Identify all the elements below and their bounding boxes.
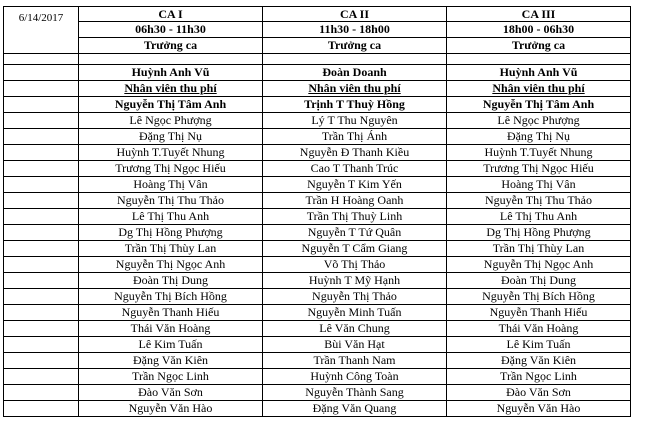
table-row — [4, 401, 631, 417]
shift-1-lead-label: Trưởng ca — [79, 38, 263, 54]
staff-name-cell: Đoàn Thị Dung — [79, 273, 263, 289]
date-column-cell — [4, 65, 79, 81]
staff-name-cell: Nguyễn T Cẩm Giang — [263, 241, 447, 257]
staff-name-cell: Lý T Thu Nguyên — [263, 113, 447, 129]
staff-name-cell: Nguyễn Đ Thanh Kiều — [263, 145, 447, 161]
date-column-cell — [4, 225, 79, 241]
staff-name-cell: Trần Thị Thùy Lan — [79, 241, 263, 257]
staff-name-cell: Nguyễn Thanh Hiếu — [79, 305, 263, 321]
shift-schedule-table — [3, 6, 631, 417]
staff-name-cell: Lê Kim Tuấn — [447, 337, 631, 353]
table-row — [4, 257, 631, 273]
date-column-cell — [4, 97, 79, 113]
staff-name-cell: Huỳnh T.Tuyết Nhung — [447, 145, 631, 161]
staff-name-cell: Bùi Văn Hạt — [263, 337, 447, 353]
staff-name-cell: Đặng Thị Nụ — [79, 129, 263, 145]
staff-name-cell: Đặng Văn Kiên — [447, 353, 631, 369]
date-column-cell — [4, 209, 79, 225]
date-column-cell — [4, 193, 79, 209]
shift-3-name: CA III — [447, 7, 631, 22]
table-row — [4, 289, 631, 305]
staff-name-cell: Trần Ngọc Linh — [447, 369, 631, 385]
staff-name-cell: Lê Ngọc Phượng — [79, 113, 263, 129]
staff-name-cell: Huỳnh Công Toàn — [263, 369, 447, 385]
staff-name-cell: Nguyễn Thị Ngọc Anh — [447, 257, 631, 273]
shift-1-time: 06h30 - 11h30 — [79, 22, 263, 38]
date-column-cell — [4, 161, 79, 177]
date-column-cell — [4, 81, 79, 97]
staff-name-cell: Lê Thị Thu Anh — [79, 209, 263, 225]
shift-3-staff-label: Nhân viên thu phí — [447, 81, 631, 97]
staff-name-cell: Nguyễn Thị Tâm Anh — [79, 97, 263, 113]
table-row — [4, 97, 631, 113]
table-row — [4, 225, 631, 241]
staff-name-cell: Lê Ngọc Phượng — [447, 113, 631, 129]
staff-name-cell: Nguyễn Thị Tâm Anh — [447, 97, 631, 113]
staff-name-cell: Trịnh T Thuỳ Hồng — [263, 97, 447, 113]
shift-3-lead-name: Huỳnh Anh Vũ — [447, 65, 631, 81]
date-column-cell — [4, 385, 79, 401]
table-row — [4, 113, 631, 129]
staff-name-cell: Trương Thị Ngọc Hiếu — [79, 161, 263, 177]
table-row — [4, 305, 631, 321]
staff-name-cell: Đặng Văn Kiên — [79, 353, 263, 369]
staff-name-cell: Đoàn Thị Dung — [447, 273, 631, 289]
blank-cell — [263, 54, 447, 65]
shift-3-time: 18h00 - 06h30 — [447, 22, 631, 38]
shift-2-name: CA II — [263, 7, 447, 22]
date-column-cell — [4, 54, 79, 65]
date-column-cell — [4, 337, 79, 353]
table-row — [4, 337, 631, 353]
staff-name-cell: Lê Kim Tuấn — [79, 337, 263, 353]
staff-name-cell: Trần Thị Thuỳ Linh — [263, 209, 447, 225]
table-row — [4, 353, 631, 369]
date-column-cell — [4, 129, 79, 145]
staff-name-cell: Đào Văn Sơn — [79, 385, 263, 401]
blank-cell — [447, 54, 631, 65]
staff-name-cell: Trần H Hoàng Oanh — [263, 193, 447, 209]
staff-name-cell: Hoàng Thị Vân — [79, 177, 263, 193]
staff-name-cell: Nguyễn Thị Thu Thảo — [79, 193, 263, 209]
shift-2-lead-label: Trưởng ca — [263, 38, 447, 54]
table-row — [4, 385, 631, 401]
date-column-cell — [4, 257, 79, 273]
staff-name-cell: Nguyễn Thị Thảo — [263, 289, 447, 305]
staff-name-cell: Hoàng Thị Vân — [447, 177, 631, 193]
date-column-cell — [4, 289, 79, 305]
table-row — [4, 209, 631, 225]
staff-name-cell: Nguyễn Thành Sang — [263, 385, 447, 401]
shift-1-name: CA I — [79, 7, 263, 22]
staff-name-cell: Trần Thanh Nam — [263, 353, 447, 369]
staff-name-cell: Thái Văn Hoàng — [447, 321, 631, 337]
staff-name-cell: Huỳnh T Mỹ Hạnh — [263, 273, 447, 289]
date-cell: 6/14/2017 — [4, 7, 79, 54]
staff-name-cell: Nguyễn Thị Bích Hồng — [447, 289, 631, 305]
table-row — [4, 369, 631, 385]
date-column-cell — [4, 401, 79, 417]
shift-1-lead-name: Huỳnh Anh Vũ — [79, 65, 263, 81]
table-row — [4, 241, 631, 257]
staff-name-cell: Dg Thị Hồng Phượng — [447, 225, 631, 241]
table-row — [4, 145, 631, 161]
staff-name-cell: Nguyễn Thanh Hiếu — [447, 305, 631, 321]
staff-name-cell: Dg Thị Hồng Phượng — [79, 225, 263, 241]
staff-name-cell: Lê Văn Chung — [263, 321, 447, 337]
staff-name-cell: Trần Thị Thùy Lan — [447, 241, 631, 257]
staff-name-cell: Nguyễn Thị Thu Thảo — [447, 193, 631, 209]
shift-2-lead-name: Đoàn Doanh — [263, 65, 447, 81]
date-column-cell — [4, 273, 79, 289]
staff-name-cell: Trần Thị Ánh — [263, 129, 447, 145]
staff-name-cell: Nguyễn T Kim Yến — [263, 177, 447, 193]
staff-name-cell: Nguyễn Văn Hào — [447, 401, 631, 417]
date-column-cell — [4, 353, 79, 369]
staff-name-cell: Nguyễn Thị Ngọc Anh — [79, 257, 263, 273]
staff-name-cell: Huỳnh T.Tuyết Nhung — [79, 145, 263, 161]
staff-name-cell: Nguyễn Thị Bích Hồng — [79, 289, 263, 305]
date-column-cell — [4, 369, 79, 385]
staff-name-cell: Võ Thị Thảo — [263, 257, 447, 273]
date-column-cell — [4, 321, 79, 337]
date-column-cell — [4, 177, 79, 193]
table-row — [4, 193, 631, 209]
table-row — [4, 273, 631, 289]
table-row — [4, 321, 631, 337]
staff-name-cell: Thái Văn Hoàng — [79, 321, 263, 337]
date-column-cell — [4, 113, 79, 129]
shift-1-staff-label: Nhân viên thu phí — [79, 81, 263, 97]
staff-name-cell: Nguyễn Minh Tuấn — [263, 305, 447, 321]
date-column-cell — [4, 145, 79, 161]
staff-name-cell: Lê Thị Thu Anh — [447, 209, 631, 225]
staff-name-cell: Cao T Thanh Trúc — [263, 161, 447, 177]
blank-cell — [79, 54, 263, 65]
staff-name-cell: Đào Văn Sơn — [447, 385, 631, 401]
staff-name-cell: Đặng Văn Quang — [263, 401, 447, 417]
date-column-cell — [4, 241, 79, 257]
table-row — [4, 177, 631, 193]
staff-name-cell: Trần Ngọc Linh — [79, 369, 263, 385]
date-column-cell — [4, 305, 79, 321]
staff-name-cell: Trương Thị Ngọc Hiếu — [447, 161, 631, 177]
table-row — [4, 129, 631, 145]
shift-3-lead-label: Trưởng ca — [447, 38, 631, 54]
shift-2-time: 11h30 - 18h00 — [263, 22, 447, 38]
staff-name-cell: Nguyễn T Tứ Quân — [263, 225, 447, 241]
staff-name-cell: Đặng Thị Nụ — [447, 129, 631, 145]
staff-name-cell: Nguyễn Văn Hào — [79, 401, 263, 417]
table-row — [4, 161, 631, 177]
shift-2-staff-label: Nhân viên thu phí — [263, 81, 447, 97]
